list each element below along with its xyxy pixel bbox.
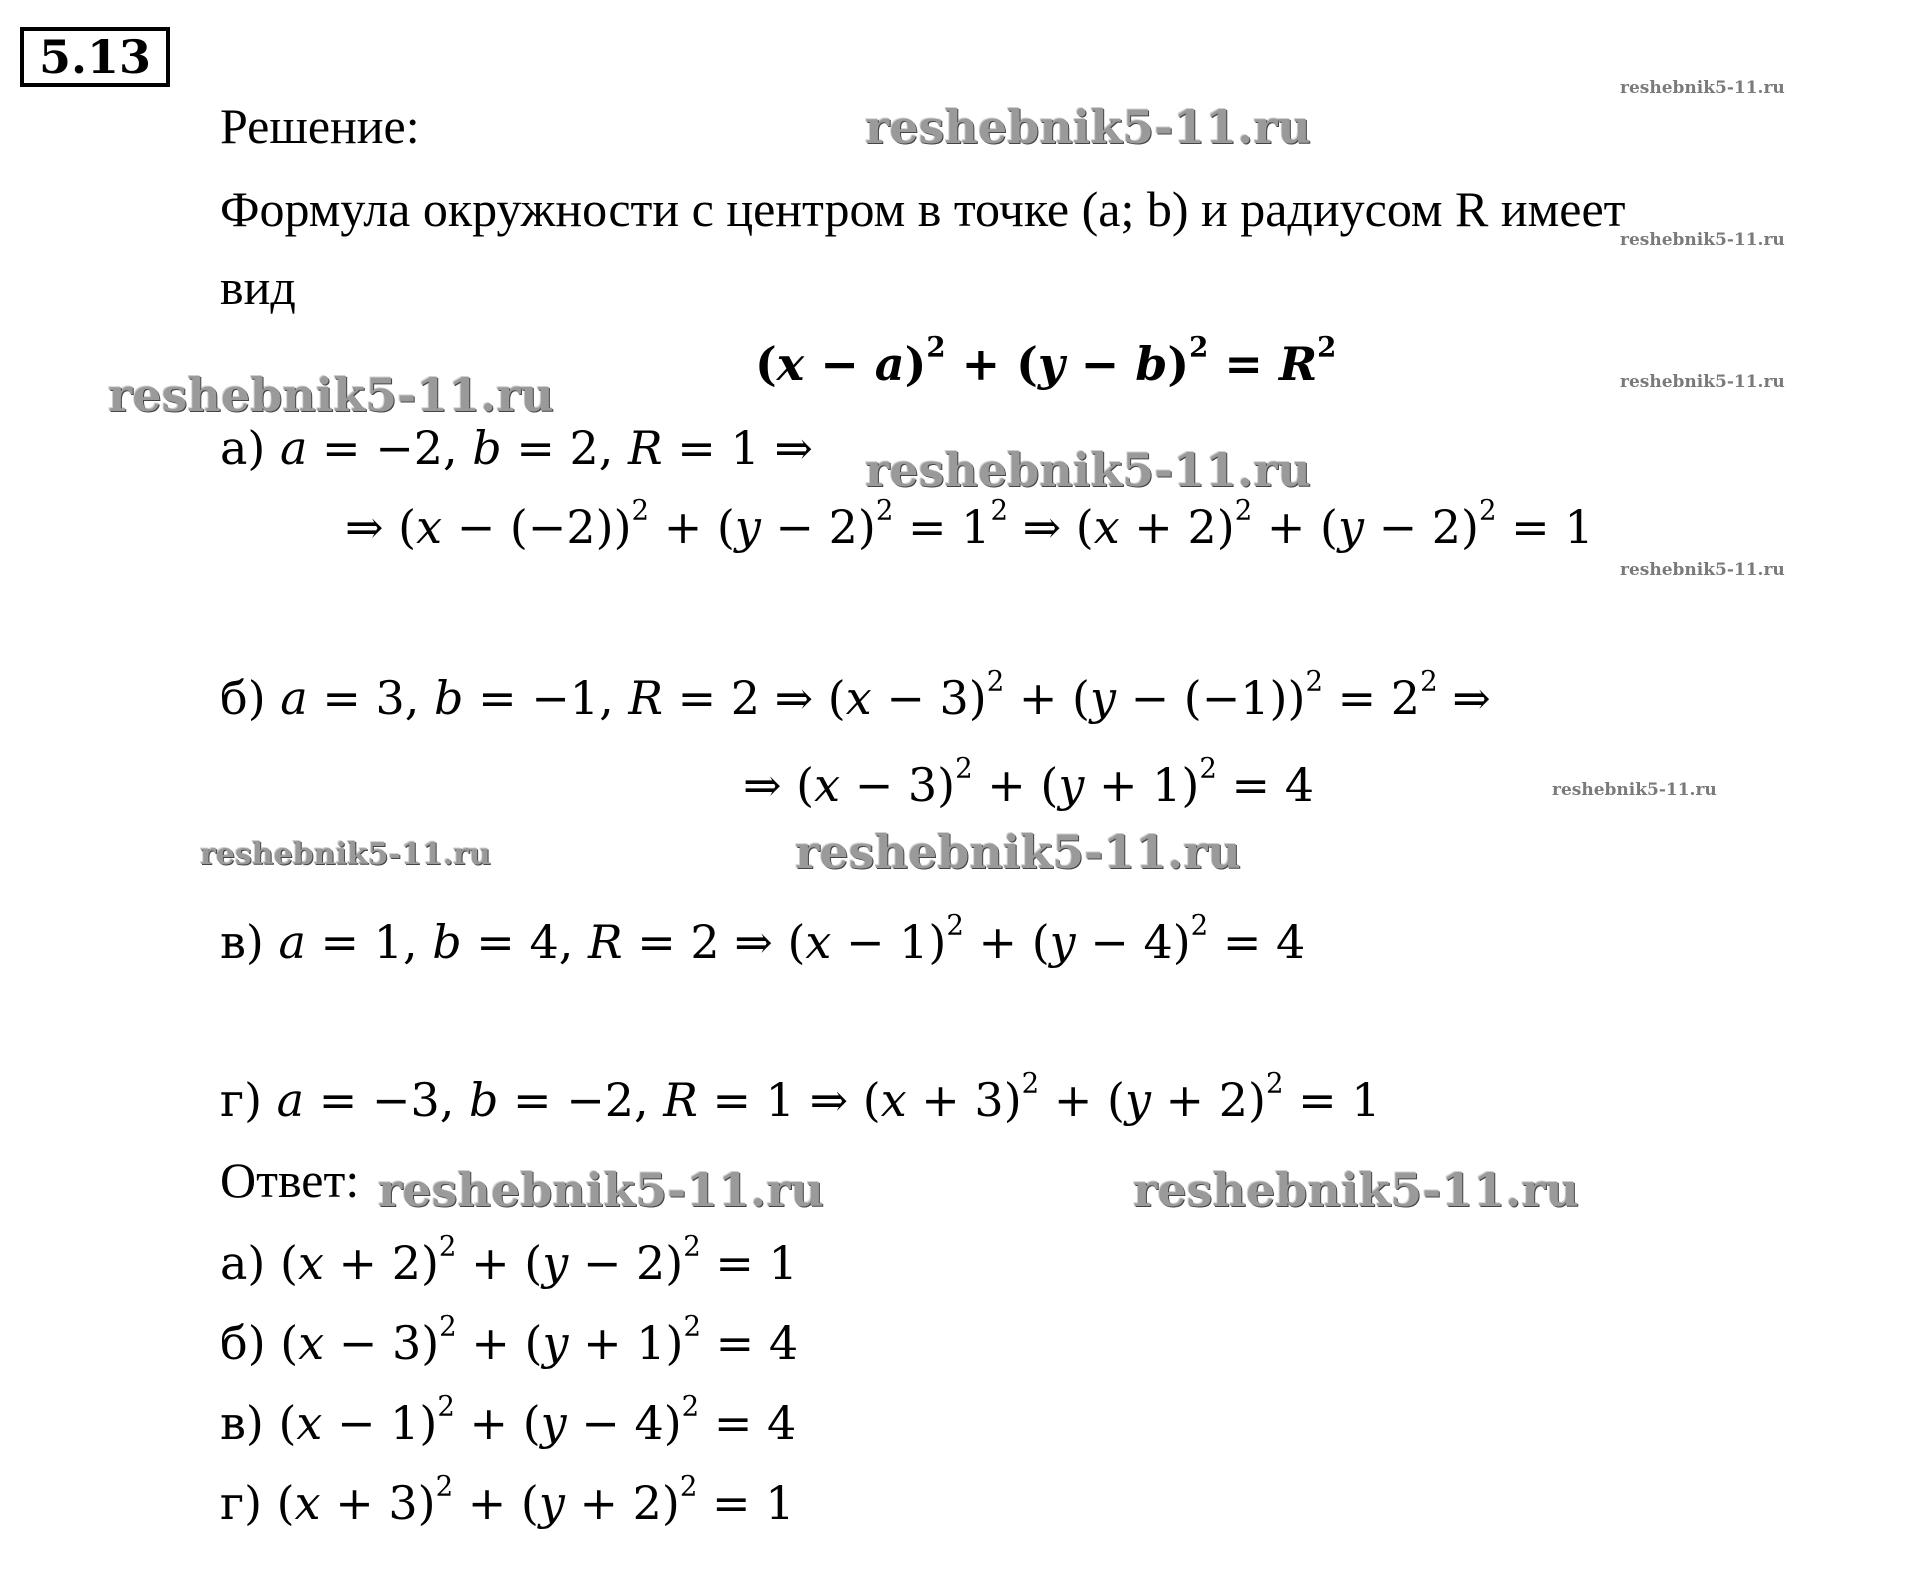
answer-v: в) $(x - 1)^2 + (y - 4)^2 = 4$ (220, 1389, 797, 1450)
answer-label: Ответ: (220, 1152, 360, 1208)
intro-line-1: Формула окружности с центром в точке (a; b) и радиусом R имеет (220, 181, 1626, 237)
watermark: reshebnik5-11.ru (378, 1163, 824, 1217)
answer-g: г) $(x + 3)^2 + (y + 2)^2 = 1$ (220, 1469, 795, 1530)
watermark: reshebnik5-11.ru (1620, 230, 1785, 250)
circle-formula: $(x - a)^2 + (y - b)^2 = R^2$ (755, 330, 1337, 391)
watermark: reshebnik5-11.ru (200, 837, 491, 872)
watermark: reshebnik5-11.ru (865, 443, 1311, 497)
watermark: reshebnik5-11.ru (1620, 560, 1785, 580)
part-b-given: б) a = 3, b = −1, R = 2 ⇒ $(x - 3)^2 + (y - (-1))^2 = 2^2$ ⇒ (220, 664, 1491, 725)
part-b-result: ⇒ $(x - 3)^2 + (y + 1)^2 = 4$ (743, 751, 1314, 812)
answer-a: а) $(x + 2)^2 + (y - 2)^2 = 1$ (220, 1229, 798, 1290)
watermark: reshebnik5-11.ru (1620, 78, 1785, 98)
watermark: reshebnik5-11.ru (108, 368, 554, 422)
part-a-given: а) a = −2, b = 2, R = 1 ⇒ (220, 421, 813, 475)
watermark: reshebnik5-11.ru (1552, 780, 1717, 800)
intro-line-2: вид (220, 259, 296, 315)
watermark: reshebnik5-11.ru (1620, 372, 1785, 392)
watermark: reshebnik5-11.ru (865, 100, 1311, 154)
part-a-result: ⇒ $(x - (-2))^2 + (y - 2)^2 = 1^2$ ⇒ $(x + 2)^2 + (y - 2)^2 = 1$ (345, 493, 1594, 554)
problem-number-badge: 5.13 (20, 27, 170, 87)
solution-label: Решение: (220, 98, 420, 154)
watermark: reshebnik5-11.ru (795, 825, 1241, 879)
part-g: г) a = −3, b = −2, R = 1 ⇒ $(x + 3)^2 + (y + 2)^2 = 1$ (220, 1066, 1381, 1127)
answer-b: б) $(x - 3)^2 + (y + 1)^2 = 4$ (220, 1309, 799, 1370)
watermark: reshebnik5-11.ru (1133, 1163, 1579, 1217)
part-v: в) a = 1, b = 4, R = 2 ⇒ $(x - 1)^2 + (y - 4)^2 = 4$ (220, 908, 1306, 969)
